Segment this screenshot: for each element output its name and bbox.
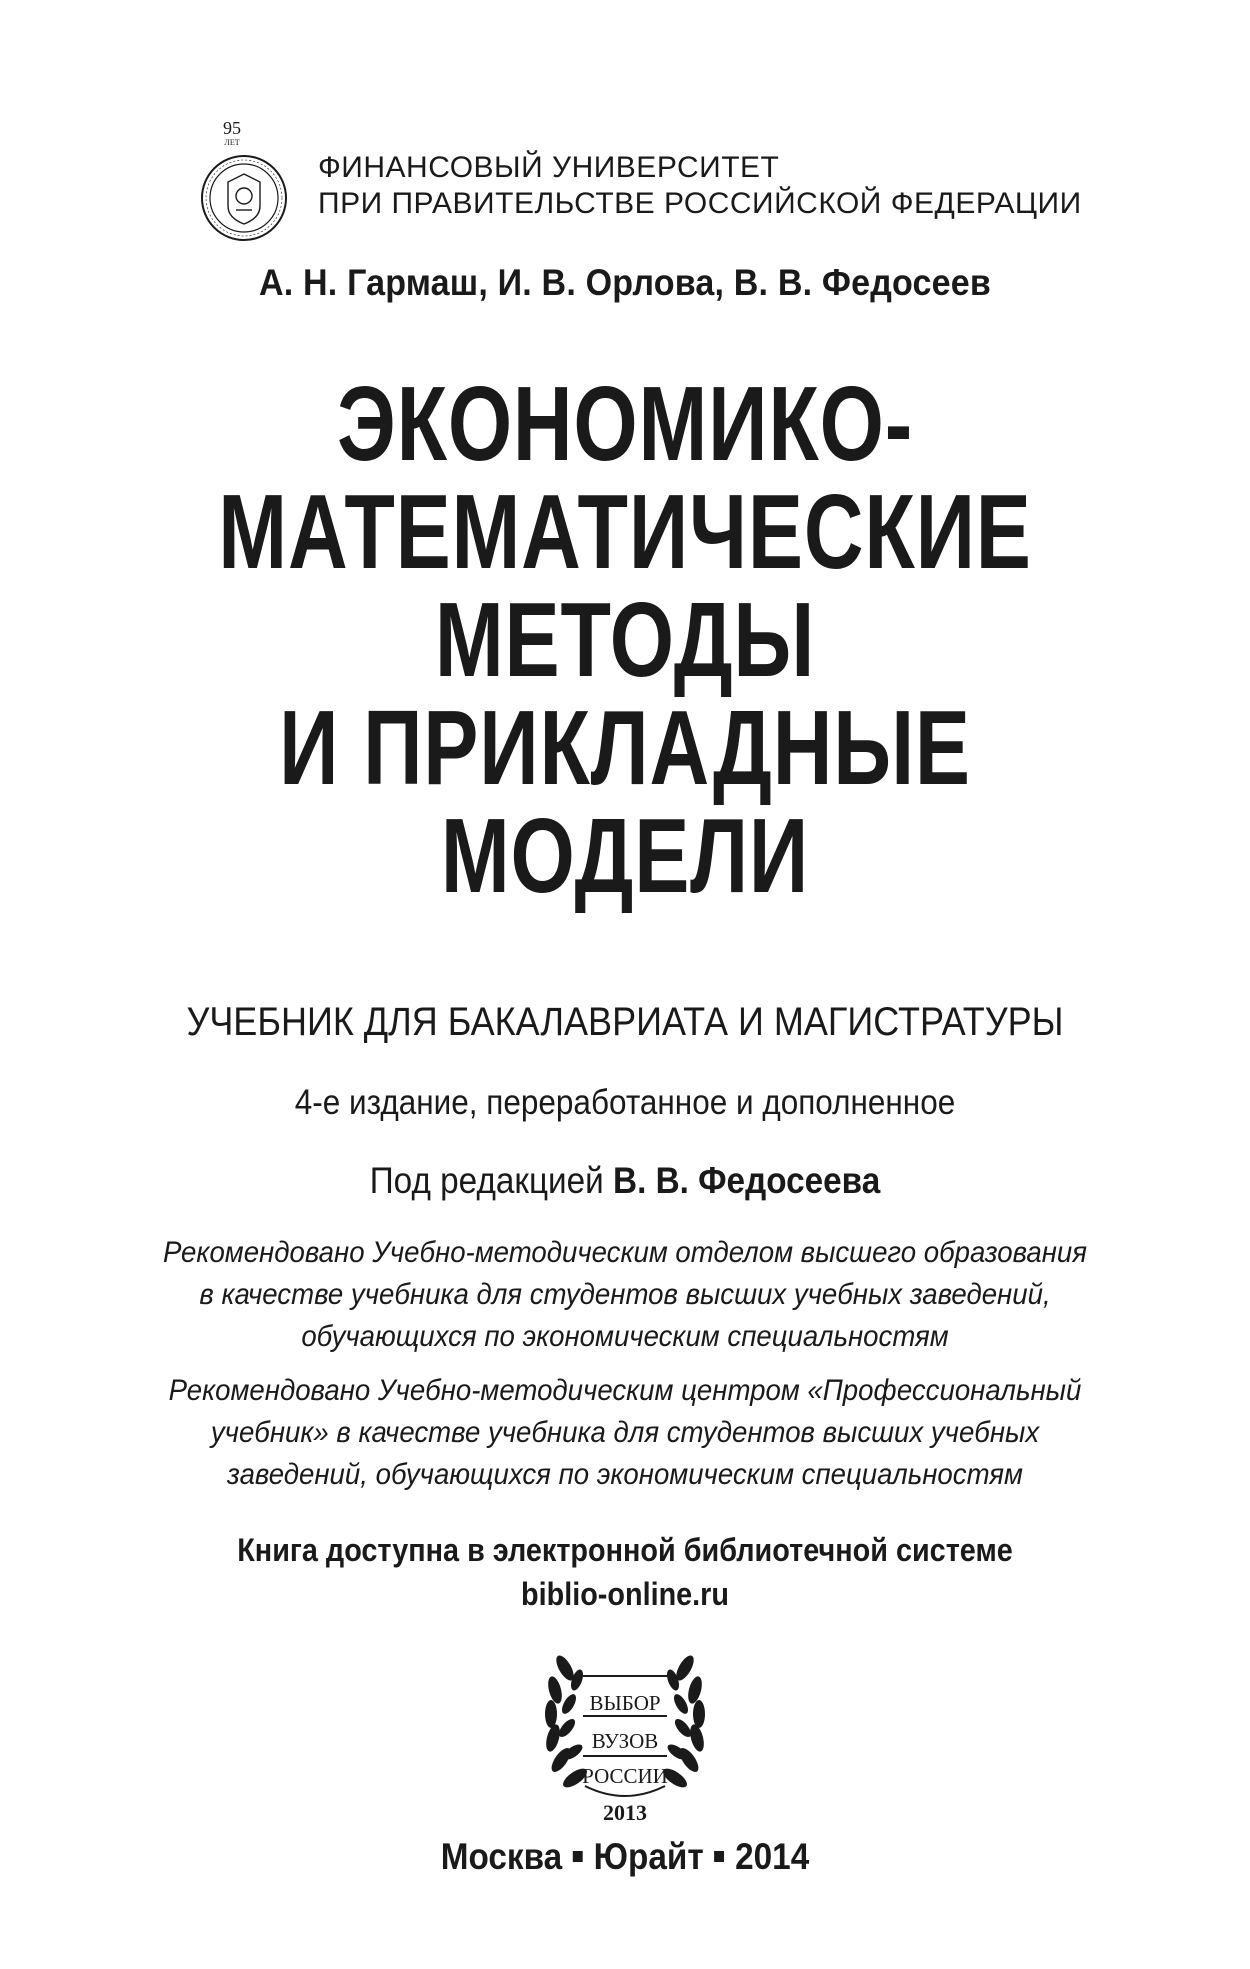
library-notice [63, 1528, 1188, 1616]
recommendation-line: Рекомендовано Учебно-методическим отделом высшего образования [162, 1236, 1088, 1269]
award-line3: РОССИИ [582, 1764, 668, 1788]
title-line: МЕТОДЫ [434, 581, 816, 699]
recommendation-line: учебник» в качестве учебника для студентов высших учебных [210, 1416, 1040, 1449]
title-line: ЭКОНОМИКО- [336, 365, 914, 483]
imprint-year: 2014 [735, 1836, 810, 1877]
title-line: МАТЕМАТИЧЕСКИЕ [218, 473, 1032, 591]
library-notice-text: Книга доступна в электронной библиотечной системе [237, 1532, 1013, 1568]
award-line1: ВЫБОР [589, 1691, 661, 1715]
library-url: biblio-online.ru [521, 1576, 729, 1612]
award-line2: ВУЗОВ [591, 1729, 659, 1753]
book-title [138, 365, 1113, 915]
recommendation-line: обучающихся по экономическим специальностям [301, 1320, 949, 1353]
edition-info: 4-е издание, переработанное и дополненное [294, 1083, 956, 1122]
recommendation-2 [50, 1370, 1200, 1496]
seal-badge-sub: ЛЕТ [224, 138, 240, 147]
imprint [63, 1836, 1188, 1878]
imprint-city: Москва [440, 1836, 563, 1877]
editor-line [63, 1160, 1188, 1202]
award-laurel-emblem [525, 1628, 725, 1828]
recommendation-line: Рекомендовано Учебно-методическим центром «Профессиональный [168, 1374, 1082, 1407]
authors: А. Н. Гармаш, И. В. Орлова, В. В. Федосеев [258, 262, 992, 303]
recommendation-line: в качестве учебника для студентов высших учебных заведений, [199, 1278, 1051, 1311]
square-separator-icon [573, 1851, 583, 1862]
university-seal-logo [196, 118, 292, 246]
university-name-line1: ФИНАНСОВЫЙ УНИВЕРСИТЕТ [318, 151, 780, 184]
title-line: МОДЕЛИ [440, 797, 810, 915]
book-subtitle: УЧЕБНИК ДЛЯ БАКАЛАВРИАТА И МАГИСТРАТУРЫ [186, 1000, 1064, 1044]
editor-name: В. В. Федосеева [613, 1160, 881, 1201]
title-line: И ПРИКЛАДНЫЕ [279, 689, 971, 807]
recommendation-1 [50, 1232, 1200, 1358]
seal-badge-number: 95 [223, 118, 241, 138]
editor-prefix: Под редакцией [369, 1160, 604, 1201]
university-name-line2: ПРИ ПРАВИТЕЛЬСТВЕ РОССИЙСКОЙ ФЕДЕРАЦИИ [318, 187, 1082, 220]
imprint-publisher: Юрайт [593, 1836, 704, 1877]
award-year: 2013 [603, 1800, 647, 1825]
square-separator-icon [714, 1851, 724, 1862]
university-name [318, 150, 1082, 222]
recommendation-line: заведений, обучающихся по экономическим специальностям [227, 1458, 1023, 1491]
